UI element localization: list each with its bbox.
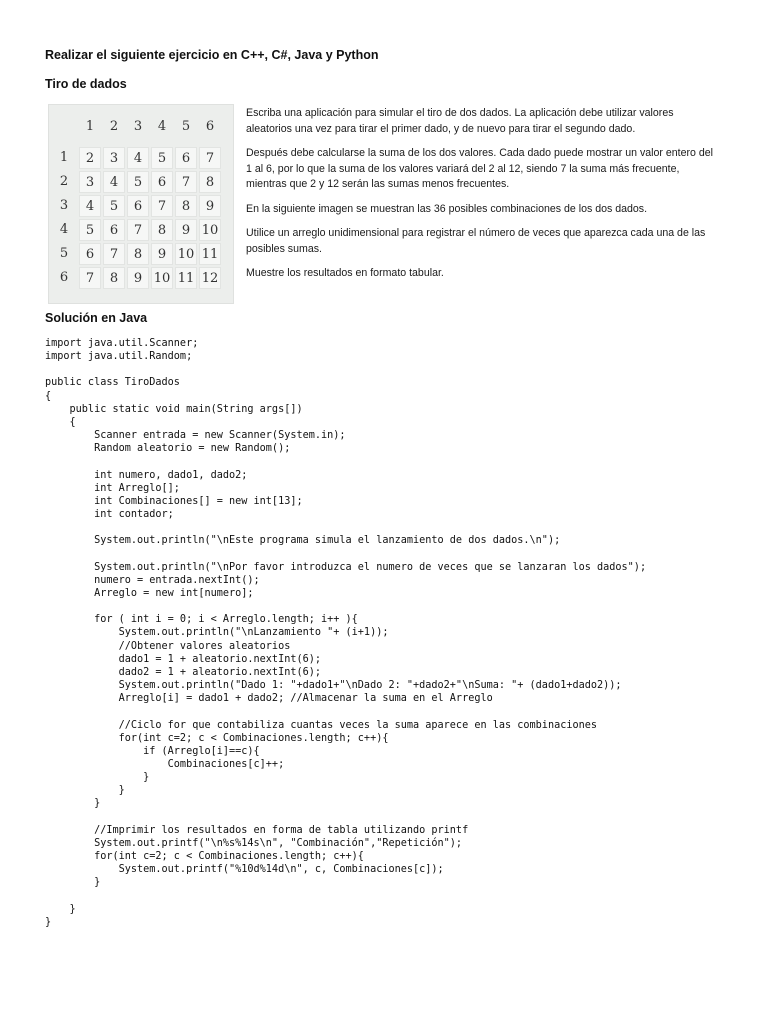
dice-sum-cell: 9 <box>199 195 221 217</box>
dice-column-header: 1 <box>85 119 95 134</box>
dice-row-header: 2 <box>59 174 69 189</box>
dice-sum-cell: 7 <box>79 267 101 289</box>
section-title-dice: Tiro de dados <box>45 77 127 91</box>
dice-sum-cell: 9 <box>151 243 173 265</box>
dice-column-header: 3 <box>133 119 143 134</box>
page-heading: Realizar el siguiente ejercicio en C++, C#, Java y Python <box>45 48 379 62</box>
dice-sum-cell: 11 <box>175 267 197 289</box>
dice-sum-cell: 4 <box>79 195 101 217</box>
dice-combinations-table <box>48 104 234 304</box>
dice-sum-cell: 7 <box>103 243 125 265</box>
dice-sum-cell: 5 <box>151 147 173 169</box>
dice-sum-cell: 7 <box>175 171 197 193</box>
dice-sum-cell: 12 <box>199 267 221 289</box>
dice-sum-cell: 8 <box>151 219 173 241</box>
solution-heading: Solución en Java <box>45 311 148 325</box>
dice-sum-cell: 8 <box>103 267 125 289</box>
dice-sum-cell: 8 <box>199 171 221 193</box>
dice-sum-cell: 9 <box>175 219 197 241</box>
dice-sum-cell: 4 <box>103 171 125 193</box>
dice-sum-cell: 7 <box>127 219 149 241</box>
dice-sum-cell: 7 <box>151 195 173 217</box>
dice-sum-cell: 8 <box>175 195 197 217</box>
dice-column-header: 5 <box>181 119 191 134</box>
dice-sum-cell: 10 <box>175 243 197 265</box>
dice-column-header: 4 <box>157 119 167 134</box>
dice-sum-cell: 8 <box>127 243 149 265</box>
dice-sum-cell: 6 <box>151 171 173 193</box>
paragraph: Muestre los resultados en formato tabular. <box>246 267 444 279</box>
dice-sum-cell: 7 <box>199 147 221 169</box>
dice-sum-cell: 6 <box>175 147 197 169</box>
dice-sum-cell: 2 <box>79 147 101 169</box>
dice-sum-cell: 5 <box>127 171 149 193</box>
paragraph: Escriba una aplicación para simular el tiro de dos dados. La aplicación debe utilizar valores aleatorios una vez para tirar el primer dado, y de nuevo para tirar el segundo dado. <box>246 107 674 135</box>
dice-sum-cell: 9 <box>127 267 149 289</box>
paragraph: En la siguiente imagen se muestran las 36 posibles combinaciones de los dos dados. <box>246 202 648 215</box>
java-code-block: import java.util.Scanner; import java.util.Random; public class TiroDados { public static void main(String args[]) { Scanner entrada = new Scanner(System.in); Random aleatorio = new Random(); int numero, dado1, dado2; int Arreglo[]; int Combinaciones[] = new int[13]; int contador; System.out.println("\nEste programa simula el lanzamiento de dos dados.\n"); System.out.println("\nPor favor introduzca el numero de veces que se lanzaran los dados"); numero = entrada.nextInt(); Arreglo = new int[numero]; for ( int i = 0; i < Arreglo.length; i++ ){ System.out.println("\nLanzamiento "+ (i+1)); //Obtener valores aleatorios dado1 = 1 + aleatorio.nextInt(6); dado2 = 1 + aleatorio.nextInt(6); System.out.println("Dado 1: "+dado1+"\nDado 2: "+dado2+"\nSuma: "+ (dado1+dado2)); Arreglo[i] = dado1 + dado2; //Almacenar la suma en el Arreglo //Ciclo for que contabiliza cuantas veces la suma aparece en las combinaciones for(int c=2; c < Combinaciones.length; c++){ if (Arreglo[i]==c){ Combinaciones[c]++; } } } //Imprimir los resultados en forma de tabla utilizando printf System.out.printf("\n%s%14s\n", "Combinación","Repetición"); for(int c=2; c < Combinaciones.length; c++){ System.out.printf("%10d%14d\n", c, Combinaciones[c]); } } } <box>45 338 647 928</box>
dice-row-header: 6 <box>59 270 69 285</box>
dice-sum-cell: 3 <box>103 147 125 169</box>
dice-sum-cell: 6 <box>127 195 149 217</box>
dice-sum-cell: 6 <box>103 219 125 241</box>
exercise-description <box>246 106 716 291</box>
dice-sum-cell: 4 <box>127 147 149 169</box>
dice-row-header: 3 <box>59 198 69 213</box>
dice-sum-cell: 10 <box>199 219 221 241</box>
paragraph: Después debe calcularse la suma de los dos valores. Cada dado puede mostrar un valor entero del 1 al 6, por lo que la suma de los valores variará del 2 al 12, siendo 7 la suma más frecuente, mientras que 2 y 12 serán las sumas menos frecuentes. <box>246 147 713 190</box>
paragraph: Utilice un arreglo unidimensional para registrar el número de veces que aparezca cada una de las posibles sumas. <box>246 227 706 255</box>
dice-sum-cell: 5 <box>79 219 101 241</box>
dice-sum-cell: 10 <box>151 267 173 289</box>
dice-sum-cell: 5 <box>103 195 125 217</box>
dice-column-header: 2 <box>109 119 119 134</box>
dice-row-header: 4 <box>59 222 69 237</box>
dice-sum-cell: 11 <box>199 243 221 265</box>
dice-row-header: 5 <box>59 246 69 261</box>
dice-sum-cell: 6 <box>79 243 101 265</box>
dice-column-header: 6 <box>205 119 215 134</box>
dice-row-header: 1 <box>59 150 69 165</box>
dice-sum-cell: 3 <box>79 171 101 193</box>
